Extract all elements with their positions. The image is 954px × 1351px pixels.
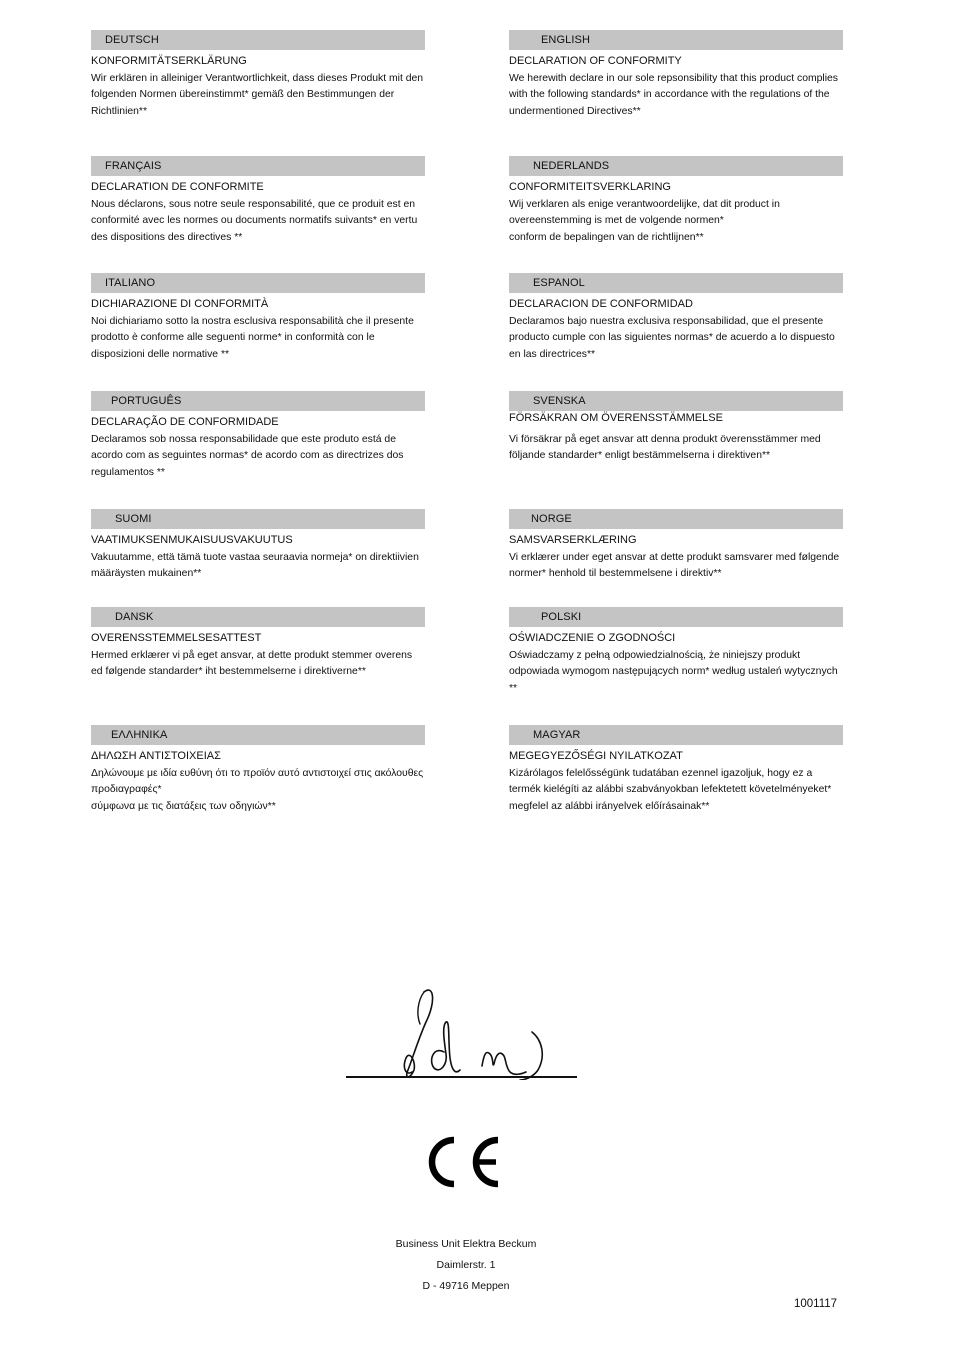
declaration-heading: DECLARATION DE CONFORMITE	[91, 181, 264, 193]
company-name: Business Unit Elektra Beckum	[395, 1238, 537, 1250]
declaration-english	[509, 30, 843, 120]
declaration-ellinika	[91, 725, 425, 815]
declaration-heading: OŚWIADCZENIE O ZGODNOŚCI	[509, 632, 676, 644]
declaration-magyar	[509, 725, 843, 815]
language-label: ITALIANO	[91, 273, 425, 293]
declaration-dansk	[91, 607, 425, 681]
declaration-text: Noi dichiariamo sotto la nostra esclusiva responsabilità che il presente prodotto è conforme alle seguenti norme* in conformità con le disposizioni delle normative **	[91, 316, 414, 360]
street-address: Daimlerstr. 1	[436, 1259, 496, 1271]
declaration-heading: SAMSVARSERKLÆRING	[509, 534, 637, 546]
language-label: ENGLISH	[509, 30, 843, 50]
language-label: ΕΛΛΗΝΙΚΑ	[91, 725, 425, 745]
language-label: NEDERLANDS	[509, 156, 843, 176]
declaration-heading: DECLARATION OF CONFORMITY	[509, 55, 682, 67]
declaration-portugues	[91, 391, 425, 481]
declaration-text: Oświadczamy z pełną odpowiedzialnością, że niniejszy produkt odpowiada wymogom następujących norm* według ustaleń wytycznych **	[509, 650, 838, 694]
declaration-text: Hermed erklærer vi på eget ansvar, at dette produkt stemmer overens ed følgende standarder* iht bestemmelserne i direktiverne**	[91, 650, 413, 678]
declaration-text: Kizárólagos felelősségünk tudatában ezennel igazoljuk, hogy ez a termék kielégíti az alábbi szabványokban lefektetett követelményeket* megfelel az alábbi irányelvek előírásainak**	[509, 768, 832, 812]
declaration-espanol	[509, 273, 843, 363]
declaration-norge	[509, 509, 843, 583]
declaration-nederlands	[509, 156, 843, 246]
language-label: FRANÇAIS	[91, 156, 425, 176]
declaration-deutsch	[91, 30, 425, 120]
language-label: NORGE	[509, 509, 843, 529]
declaration-heading: DECLARAÇÃO DE CONFORMIDADE	[91, 416, 279, 428]
declaration-text: Δηλώνουμε με ιδία ευθύνη ότι το προϊόν αυτό αντιστοιχεί στις ακόλουθες προδιαγραφές* σύμφωνα με τις διατάξεις των οδηγιών**	[91, 768, 424, 812]
signature-line	[346, 1076, 577, 1078]
city-address: D - 49716 Meppen	[422, 1280, 510, 1292]
declaration-francais	[91, 156, 425, 246]
declaration-text: Wir erklären in alleiniger Verantwortlichkeit, dass dieses Produkt mit den folgenden Normen übereinstimmt* gemäß den Bestimmungen der Richtlinien**	[91, 73, 424, 117]
language-label: MAGYAR	[509, 725, 843, 745]
declaration-text: Wij verklaren als enige verantwoordelijke, dat dit product in overeenstemming is met de volgende normen* conform de bepalingen van de richtlijnen**	[509, 199, 780, 243]
declaration-text: Nous déclarons, sous notre seule responsabilité, que ce produit est en conformité avec les normes ou documents normatifs suivants* en vertu des dispositions des directives **	[91, 199, 418, 243]
signature-image	[346, 980, 580, 1080]
document-number: 1001117	[794, 1298, 838, 1310]
declaration-heading: OVERENSSTEMMELSESATTEST	[91, 632, 262, 644]
declaration-svenska	[509, 391, 843, 465]
declaration-heading: FÖRSÄKRAN OM ÖVERENSSTÄMMELSE	[509, 412, 723, 424]
ce-mark-icon	[424, 1136, 504, 1188]
declaration-text: Declaramos sob nossa responsabilidade que este produto está de acordo com as seguintes normas* de acordo com as directrizes dos regulamentos **	[91, 434, 404, 478]
declaration-heading: DICHIARAZIONE DI CONFORMITÀ	[91, 298, 269, 310]
declaration-polski	[509, 607, 843, 697]
declaration-heading: CONFORMITEITSVERKLARING	[509, 181, 671, 193]
language-label: DANSK	[91, 607, 425, 627]
declaration-text: Vakuutamme, että tämä tuote vastaa seuraavia normeja* on direktiivien määräysten mukainen**	[91, 552, 419, 580]
declaration-italiano	[91, 273, 425, 363]
declaration-text: Vi försäkrar på eget ansvar att denna produkt överensstämmer med följande standarder* enligt bestämmelserna i direktiven**	[509, 434, 821, 462]
declaration-heading: VAATIMUKSENMUKAISUUSVAKUUTUS	[91, 534, 293, 546]
signature-block	[346, 980, 580, 1080]
declaration-heading: ΔΗΛΩΣΗ ΑΝΤΙΣΤΟΙΧΕΙΑΣ	[91, 750, 221, 762]
declaration-text: Vi erklærer under eget ansvar at dette produkt samsvarer med følgende normer* henhold til bestemmelsene i direktiv**	[509, 552, 840, 580]
language-label: SVENSKA	[509, 391, 843, 411]
language-label: DEUTSCH	[91, 30, 425, 50]
declaration-heading: DECLARACION DE CONFORMIDAD	[509, 298, 693, 310]
language-label: PORTUGUÊS	[91, 391, 425, 411]
declaration-suomi	[91, 509, 425, 583]
language-label: SUOMI	[91, 509, 425, 529]
declaration-heading: MEGEGYEZŐSÉGI NYILATKOZAT	[509, 750, 683, 762]
declaration-heading: KONFORMITÄTSERKLÄRUNG	[91, 55, 247, 67]
declaration-text: We herewith declare in our sole repsonsibility that this product complies with the following standards* in accordance with the regulations of the undermentioned Directives**	[509, 73, 839, 117]
language-label: POLSKI	[509, 607, 843, 627]
language-label: ESPANOL	[509, 273, 843, 293]
declaration-text: Declaramos bajo nuestra exclusiva responsabilidad, que el presente producto cumple con las siguientes normas* de acuerdo a lo dispuesto en las directrices**	[509, 316, 835, 360]
